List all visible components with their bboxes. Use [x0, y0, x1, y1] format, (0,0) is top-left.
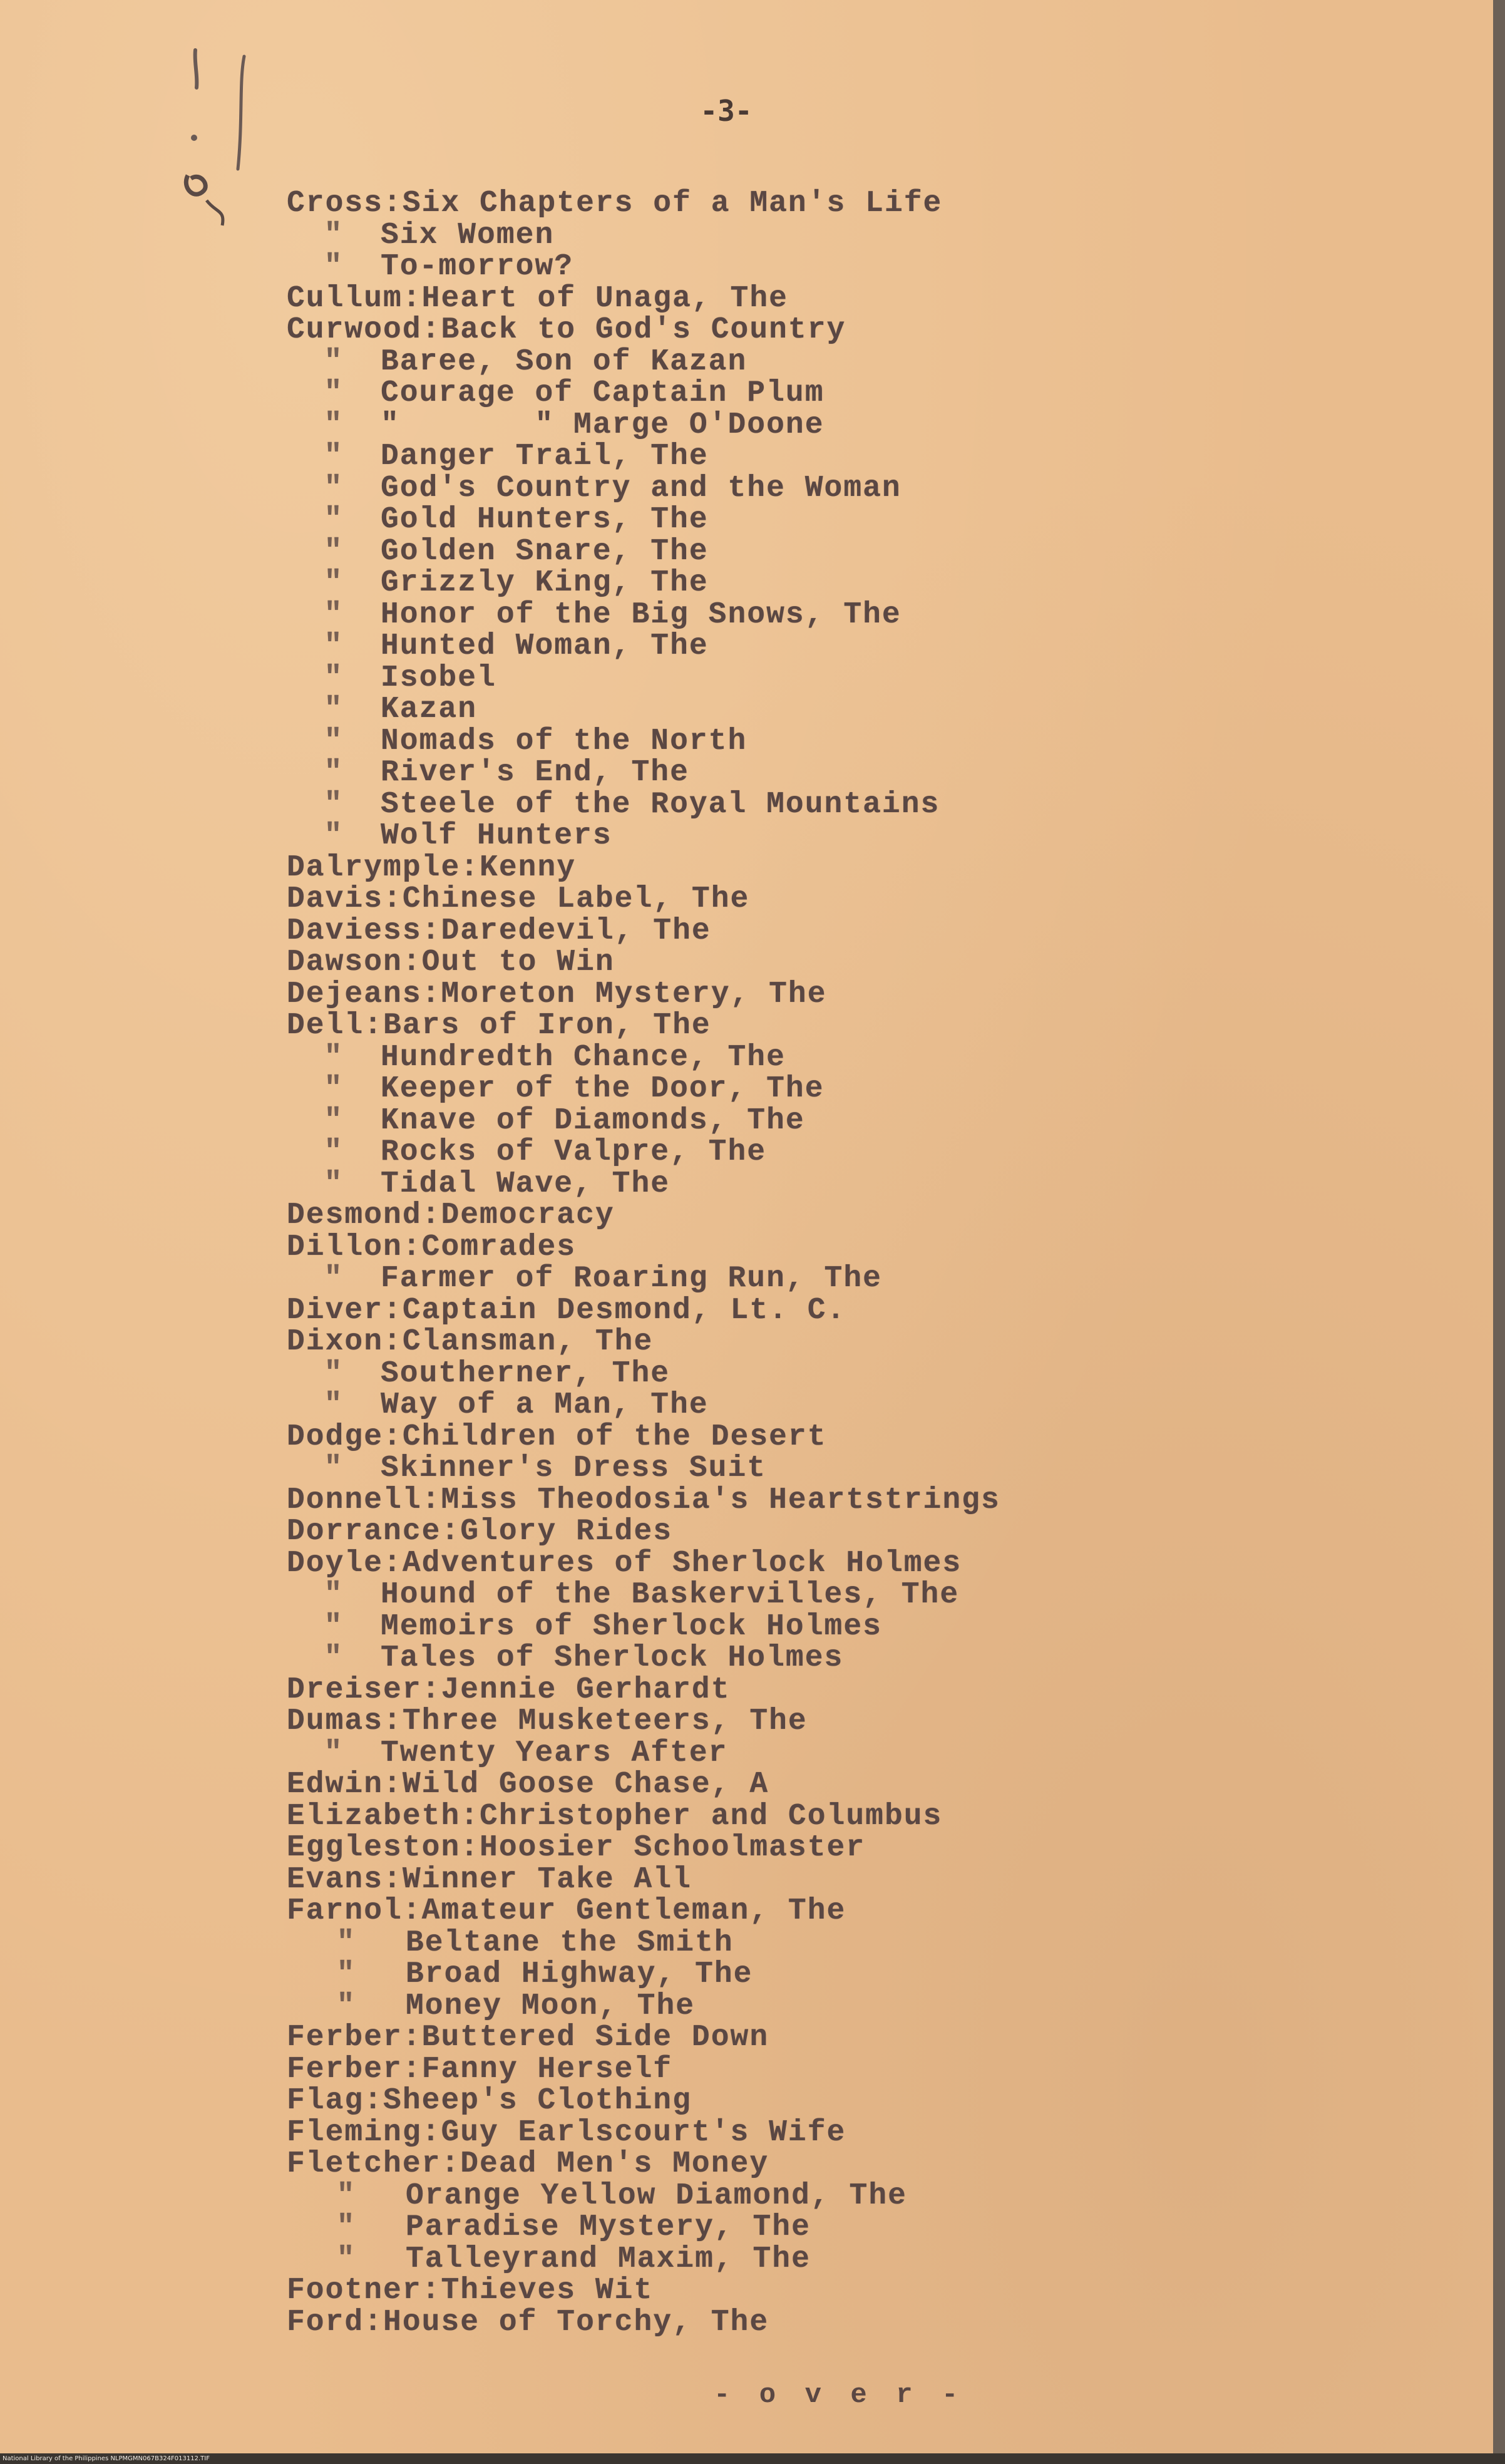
list-item: [287, 1137, 1351, 1168]
list-item-text: To-morrow?: [381, 250, 574, 284]
list-item: [287, 314, 1351, 346]
list-item: [287, 1485, 1351, 1517]
list-item-text: Flag:Sheep's Clothing: [287, 2084, 692, 2118]
list-item: [287, 631, 1351, 662]
list-item: [287, 1579, 1351, 1611]
margin-ink-marks: [169, 44, 257, 257]
list-item-text: Dixon:Clansman, The: [287, 1325, 654, 1359]
list-item: [287, 1421, 1351, 1453]
list-item-text: Golden Snare, The: [381, 534, 709, 569]
list-item-text: Hundredth Chance, The: [381, 1040, 786, 1075]
list-item: [287, 1927, 1351, 1959]
list-item: [287, 726, 1351, 758]
list-item: [287, 884, 1351, 915]
list-item: [287, 1548, 1351, 1580]
list-item: [287, 1832, 1351, 1864]
list-item-text: Southerner, The: [381, 1356, 670, 1391]
ditto-mark: ": [324, 1103, 344, 1138]
list-item-text: Steele of the Royal Mountains: [381, 787, 940, 822]
list-item-text: Desmond:Democracy: [287, 1198, 615, 1232]
list-item: [287, 820, 1351, 852]
book-listing: [287, 188, 1351, 2338]
list-item-text: Dreiser:Jennie Gerhardt: [287, 1673, 731, 1707]
list-item: [287, 378, 1351, 410]
list-item-text: Hunted Woman, The: [381, 629, 709, 663]
ditto-mark: ": [336, 2242, 356, 2276]
list-item-text: Dumas:Three Musketeers, The: [287, 1704, 808, 1738]
list-item-text: Hound of the Baskervilles, The: [381, 1578, 960, 1612]
ditto-mark: ": [324, 250, 344, 284]
list-item-text: Gold Hunters, The: [381, 503, 709, 537]
list-item: [287, 441, 1351, 473]
list-item: [287, 1168, 1351, 1200]
ditto-mark: ": [324, 1736, 344, 1770]
list-item: [287, 1991, 1351, 2023]
ditto-mark: ": [324, 1609, 344, 1644]
list-item-text: Memoirs of Sherlock Holmes: [381, 1609, 882, 1644]
list-item-text: Doyle:Adventures of Sherlock Holmes: [287, 1546, 962, 1580]
list-item-text: Honor of the Big Snows, The: [381, 597, 901, 632]
list-item: [287, 1073, 1351, 1105]
list-item: [287, 1959, 1351, 1991]
scan-edge-bottom: [0, 2453, 1505, 2464]
list-item-text: Money Moon, The: [406, 1989, 696, 2023]
ditto-mark: ": [324, 819, 344, 853]
list-item-text: Ford:House of Torchy, The: [287, 2305, 769, 2339]
list-item: [287, 1738, 1351, 1770]
list-item-text: Curwood:Back to God's Country: [287, 313, 846, 347]
list-item: [287, 1105, 1351, 1137]
list-item: [287, 789, 1351, 821]
list-item: [287, 979, 1351, 1011]
ditto-mark: ": [336, 1957, 356, 1991]
list-item: [287, 1769, 1351, 1801]
ditto-mark: ": [324, 1388, 344, 1422]
list-item: [287, 1232, 1351, 1264]
ditto-mark: ": [324, 566, 344, 600]
list-item: [287, 1674, 1351, 1706]
list-item-text: Davis:Chinese Label, The: [287, 882, 750, 916]
list-item-text: Elizabeth:Christopher and Columbus: [287, 1799, 943, 1833]
list-item-text: Six Women: [381, 218, 555, 252]
list-item-text: Talleyrand Maxim, The: [406, 2242, 811, 2276]
list-item: [287, 410, 1351, 441]
ditto-mark: ": [324, 218, 344, 252]
scan-edge-right: [1493, 0, 1505, 2464]
list-item-text: Eggleston:Hoosier Schoolmaster: [287, 1831, 866, 1865]
list-item: [287, 662, 1351, 694]
continuation-note: - o v e r -: [714, 2379, 965, 2411]
list-item-text: Donnell:Miss Theodosia's Heartstrings: [287, 1483, 1000, 1517]
list-item: [287, 1801, 1351, 1833]
list-item-text: Broad Highway, The: [406, 1957, 753, 1991]
list-item-text: Rocks of Valpre, The: [381, 1135, 767, 1169]
list-item: [287, 1295, 1351, 1327]
list-item-text: " " Marge O'Doone: [381, 408, 824, 442]
list-item: [287, 567, 1351, 599]
ditto-mark: ": [324, 1262, 344, 1296]
list-item-text: River's End, The: [381, 756, 689, 790]
ditto-mark: ": [324, 376, 344, 410]
list-item: [287, 599, 1351, 631]
ditto-mark: ": [324, 344, 344, 379]
list-item: [287, 2148, 1351, 2180]
list-item-text: Diver:Captain Desmond, Lt. C.: [287, 1293, 846, 1327]
list-item: [287, 1200, 1351, 1232]
list-item-text: Isobel: [381, 661, 496, 695]
list-item: [287, 1516, 1351, 1548]
list-item-text: Dillon:Comrades: [287, 1230, 577, 1264]
list-item: [287, 1326, 1351, 1358]
ditto-mark: ": [324, 629, 344, 663]
list-item-text: Dodge:Children of the Desert: [287, 1420, 827, 1454]
ditto-mark: ": [324, 534, 344, 569]
ditto-mark: ": [336, 2210, 356, 2244]
list-item: [287, 2022, 1351, 2054]
list-item: [287, 188, 1351, 220]
list-item-text: Paradise Mystery, The: [406, 2210, 811, 2244]
list-item-text: Dell:Bars of Iron, The: [287, 1009, 711, 1043]
list-item-text: Edwin:Wild Goose Chase, A: [287, 1768, 769, 1802]
list-item: [287, 1389, 1351, 1421]
ditto-mark: ": [324, 693, 344, 726]
list-item-text: God's Country and the Woman: [381, 471, 901, 505]
list-item-text: Courage of Captain Plum: [381, 376, 824, 410]
list-item-text: Kazan: [381, 693, 478, 726]
list-item: [287, 1358, 1351, 1390]
ditto-mark: ": [324, 597, 344, 632]
ditto-mark: ": [324, 1072, 344, 1106]
list-item: [287, 2180, 1351, 2212]
list-item: [287, 473, 1351, 505]
list-item-text: Cullum:Heart of Unaga, The: [287, 281, 788, 316]
list-item-text: Knave of Diamonds, The: [381, 1103, 805, 1138]
list-item: [287, 1010, 1351, 1042]
list-item: [287, 1042, 1351, 1074]
list-item-text: Orange Yellow Diamond, The: [406, 2178, 907, 2213]
ditto-mark: ": [324, 661, 344, 695]
list-item: [287, 1864, 1351, 1896]
list-item: [287, 2085, 1351, 2117]
list-item: [287, 1453, 1351, 1485]
ditto-mark: ": [324, 503, 344, 537]
list-item-text: Farmer of Roaring Run, The: [381, 1262, 882, 1296]
list-item: [287, 1706, 1351, 1738]
ditto-mark: ": [336, 1989, 356, 2023]
list-item-text: Wolf Hunters: [381, 819, 612, 853]
list-item-text: Dorrance:Glory Rides: [287, 1515, 673, 1549]
ditto-mark: ": [336, 2178, 356, 2213]
list-item: [287, 852, 1351, 884]
ditto-mark: ": [336, 1925, 356, 1960]
ditto-mark: ": [324, 1167, 344, 1201]
list-item-text: Beltane the Smith: [406, 1925, 734, 1960]
ditto-mark: ": [324, 1040, 344, 1075]
list-item: [287, 2244, 1351, 2276]
ditto-mark: ": [324, 408, 344, 442]
list-item: [287, 504, 1351, 536]
ditto-mark: ": [324, 440, 344, 473]
list-item-text: Nomads of the North: [381, 724, 747, 758]
list-item: [287, 1642, 1351, 1674]
ditto-mark: ": [324, 1578, 344, 1612]
list-item: [287, 1263, 1351, 1295]
ditto-mark: ": [324, 1356, 344, 1391]
list-item-text: Dalrymple:Kenny: [287, 850, 577, 885]
list-item-text: Twenty Years After: [381, 1736, 728, 1770]
list-item-text: Danger Trail, The: [381, 440, 709, 473]
list-item: [287, 536, 1351, 568]
list-item: [287, 2212, 1351, 2244]
list-item-text: Tidal Wave, The: [381, 1167, 670, 1201]
ditto-mark: ": [324, 1641, 344, 1675]
list-item: [287, 283, 1351, 315]
list-item: [287, 757, 1351, 789]
list-item-text: Baree, Son of Kazan: [381, 344, 747, 379]
list-item-text: Farnol:Amateur Gentleman, The: [287, 1894, 846, 1928]
list-item: [287, 2117, 1351, 2149]
list-item-text: Fletcher:Dead Men's Money: [287, 2147, 769, 2181]
list-item: [287, 915, 1351, 947]
ditto-mark: ": [324, 724, 344, 758]
list-item-text: Fleming:Guy Earlscourt's Wife: [287, 2115, 846, 2150]
list-item: [287, 2054, 1351, 2086]
page-number: -3-: [700, 94, 752, 128]
list-item-text: Evans:Winner Take All: [287, 1862, 692, 1897]
list-item-text: Grizzly King, The: [381, 566, 709, 600]
ditto-mark: ": [324, 471, 344, 505]
ditto-mark: ": [324, 1451, 344, 1485]
list-item-text: Footner:Thieves Wit: [287, 2274, 654, 2307]
list-item-text: Ferber:Fanny Herself: [287, 2052, 673, 2086]
ditto-mark: ": [324, 787, 344, 822]
archive-footer: National Library of the Philippines NLPMGMN067B324F013112.TIF: [3, 2455, 210, 2462]
ditto-mark: ": [324, 1135, 344, 1169]
list-item: [287, 2307, 1351, 2339]
list-item: [287, 947, 1351, 979]
list-item-text: Way of a Man, The: [381, 1388, 709, 1422]
list-item-text: Skinner's Dress Suit: [381, 1451, 767, 1485]
list-item: [287, 694, 1351, 726]
list-item-text: Cross:Six Chapters of a Man's Life: [287, 187, 943, 220]
list-item: [287, 346, 1351, 378]
list-item: [287, 1611, 1351, 1643]
list-item-text: Daviess:Daredevil, The: [287, 914, 711, 948]
list-item: [287, 220, 1351, 252]
list-item: [287, 1895, 1351, 1927]
ditto-mark: ": [324, 756, 344, 790]
list-item: [287, 251, 1351, 283]
list-item-text: Dawson:Out to Win: [287, 946, 615, 979]
list-item-text: Keeper of the Door, The: [381, 1072, 824, 1106]
list-item-text: Ferber:Buttered Side Down: [287, 2021, 769, 2054]
list-item-text: Tales of Sherlock Holmes: [381, 1641, 844, 1675]
list-item-text: Dejeans:Moreton Mystery, The: [287, 977, 827, 1011]
list-item: [287, 2275, 1351, 2307]
